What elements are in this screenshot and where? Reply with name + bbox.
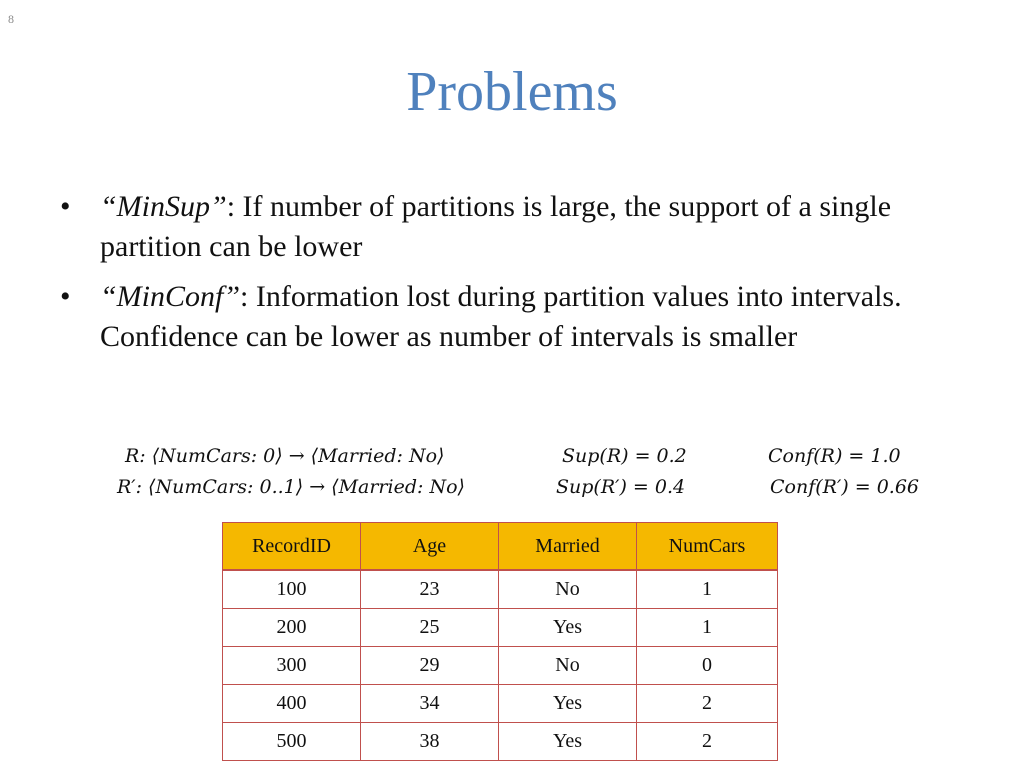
- cell-age: 25: [361, 609, 499, 647]
- slide-title: Problems: [406, 61, 618, 123]
- cell-age: 23: [361, 570, 499, 609]
- bullet-text: : Information lost during partition values into intervals. Confidence can be lower as number of intervals is smaller: [100, 280, 902, 353]
- cell-recordid: 300: [223, 647, 361, 685]
- confidence-expression: Conf(R) = 1.0: [768, 445, 901, 467]
- cell-age: 34: [361, 685, 499, 723]
- rule-expression: R′: ⟨NumCars: 0..1⟩ → ⟨Married: No⟩: [117, 476, 465, 498]
- bullet-term: “MinSup”: [100, 190, 227, 223]
- table-header-row: [223, 523, 778, 571]
- confidence-expression: Conf(R′) = 0.66: [770, 476, 919, 498]
- table-row: [223, 685, 778, 723]
- cell-recordid: 500: [223, 723, 361, 761]
- cell-age: 29: [361, 647, 499, 685]
- cell-numcars: 2: [637, 685, 778, 723]
- support-expression: Sup(R) = 0.2: [562, 445, 687, 467]
- bullet-marker: •: [60, 190, 71, 223]
- slide-number: 8: [8, 12, 14, 26]
- cell-married: Yes: [499, 723, 637, 761]
- cell-recordid: 400: [223, 685, 361, 723]
- cell-recordid: 200: [223, 609, 361, 647]
- bullet-list: [58, 187, 978, 367]
- table-row: [223, 647, 778, 685]
- cell-numcars: 0: [637, 647, 778, 685]
- bullet-item-minconf: [58, 277, 978, 357]
- rule-expression: R: ⟨NumCars: 0⟩ → ⟨Married: No⟩: [125, 445, 445, 467]
- cell-married: Yes: [499, 609, 637, 647]
- column-header-recordid: RecordID: [223, 523, 361, 571]
- cell-numcars: 2: [637, 723, 778, 761]
- column-header-age: Age: [361, 523, 499, 571]
- records-table-container: [222, 522, 778, 761]
- cell-married: No: [499, 570, 637, 609]
- cell-married: No: [499, 647, 637, 685]
- bullet-term: “MinConf”: [100, 280, 241, 313]
- table-row: [223, 723, 778, 761]
- column-header-married: Married: [499, 523, 637, 571]
- support-expression: Sup(R′) = 0.4: [556, 476, 686, 498]
- bullet-item-minsup: [58, 187, 978, 267]
- column-header-numcars: NumCars: [637, 523, 778, 571]
- table-row: [223, 570, 778, 609]
- cell-recordid: 100: [223, 570, 361, 609]
- cell-numcars: 1: [637, 570, 778, 609]
- bullet-text: : If number of partitions is large, the support of a single partition can be lower: [100, 190, 892, 263]
- cell-age: 38: [361, 723, 499, 761]
- records-table: [222, 522, 778, 761]
- table-row: [223, 609, 778, 647]
- cell-numcars: 1: [637, 609, 778, 647]
- cell-married: Yes: [499, 685, 637, 723]
- bullet-marker: •: [60, 280, 71, 313]
